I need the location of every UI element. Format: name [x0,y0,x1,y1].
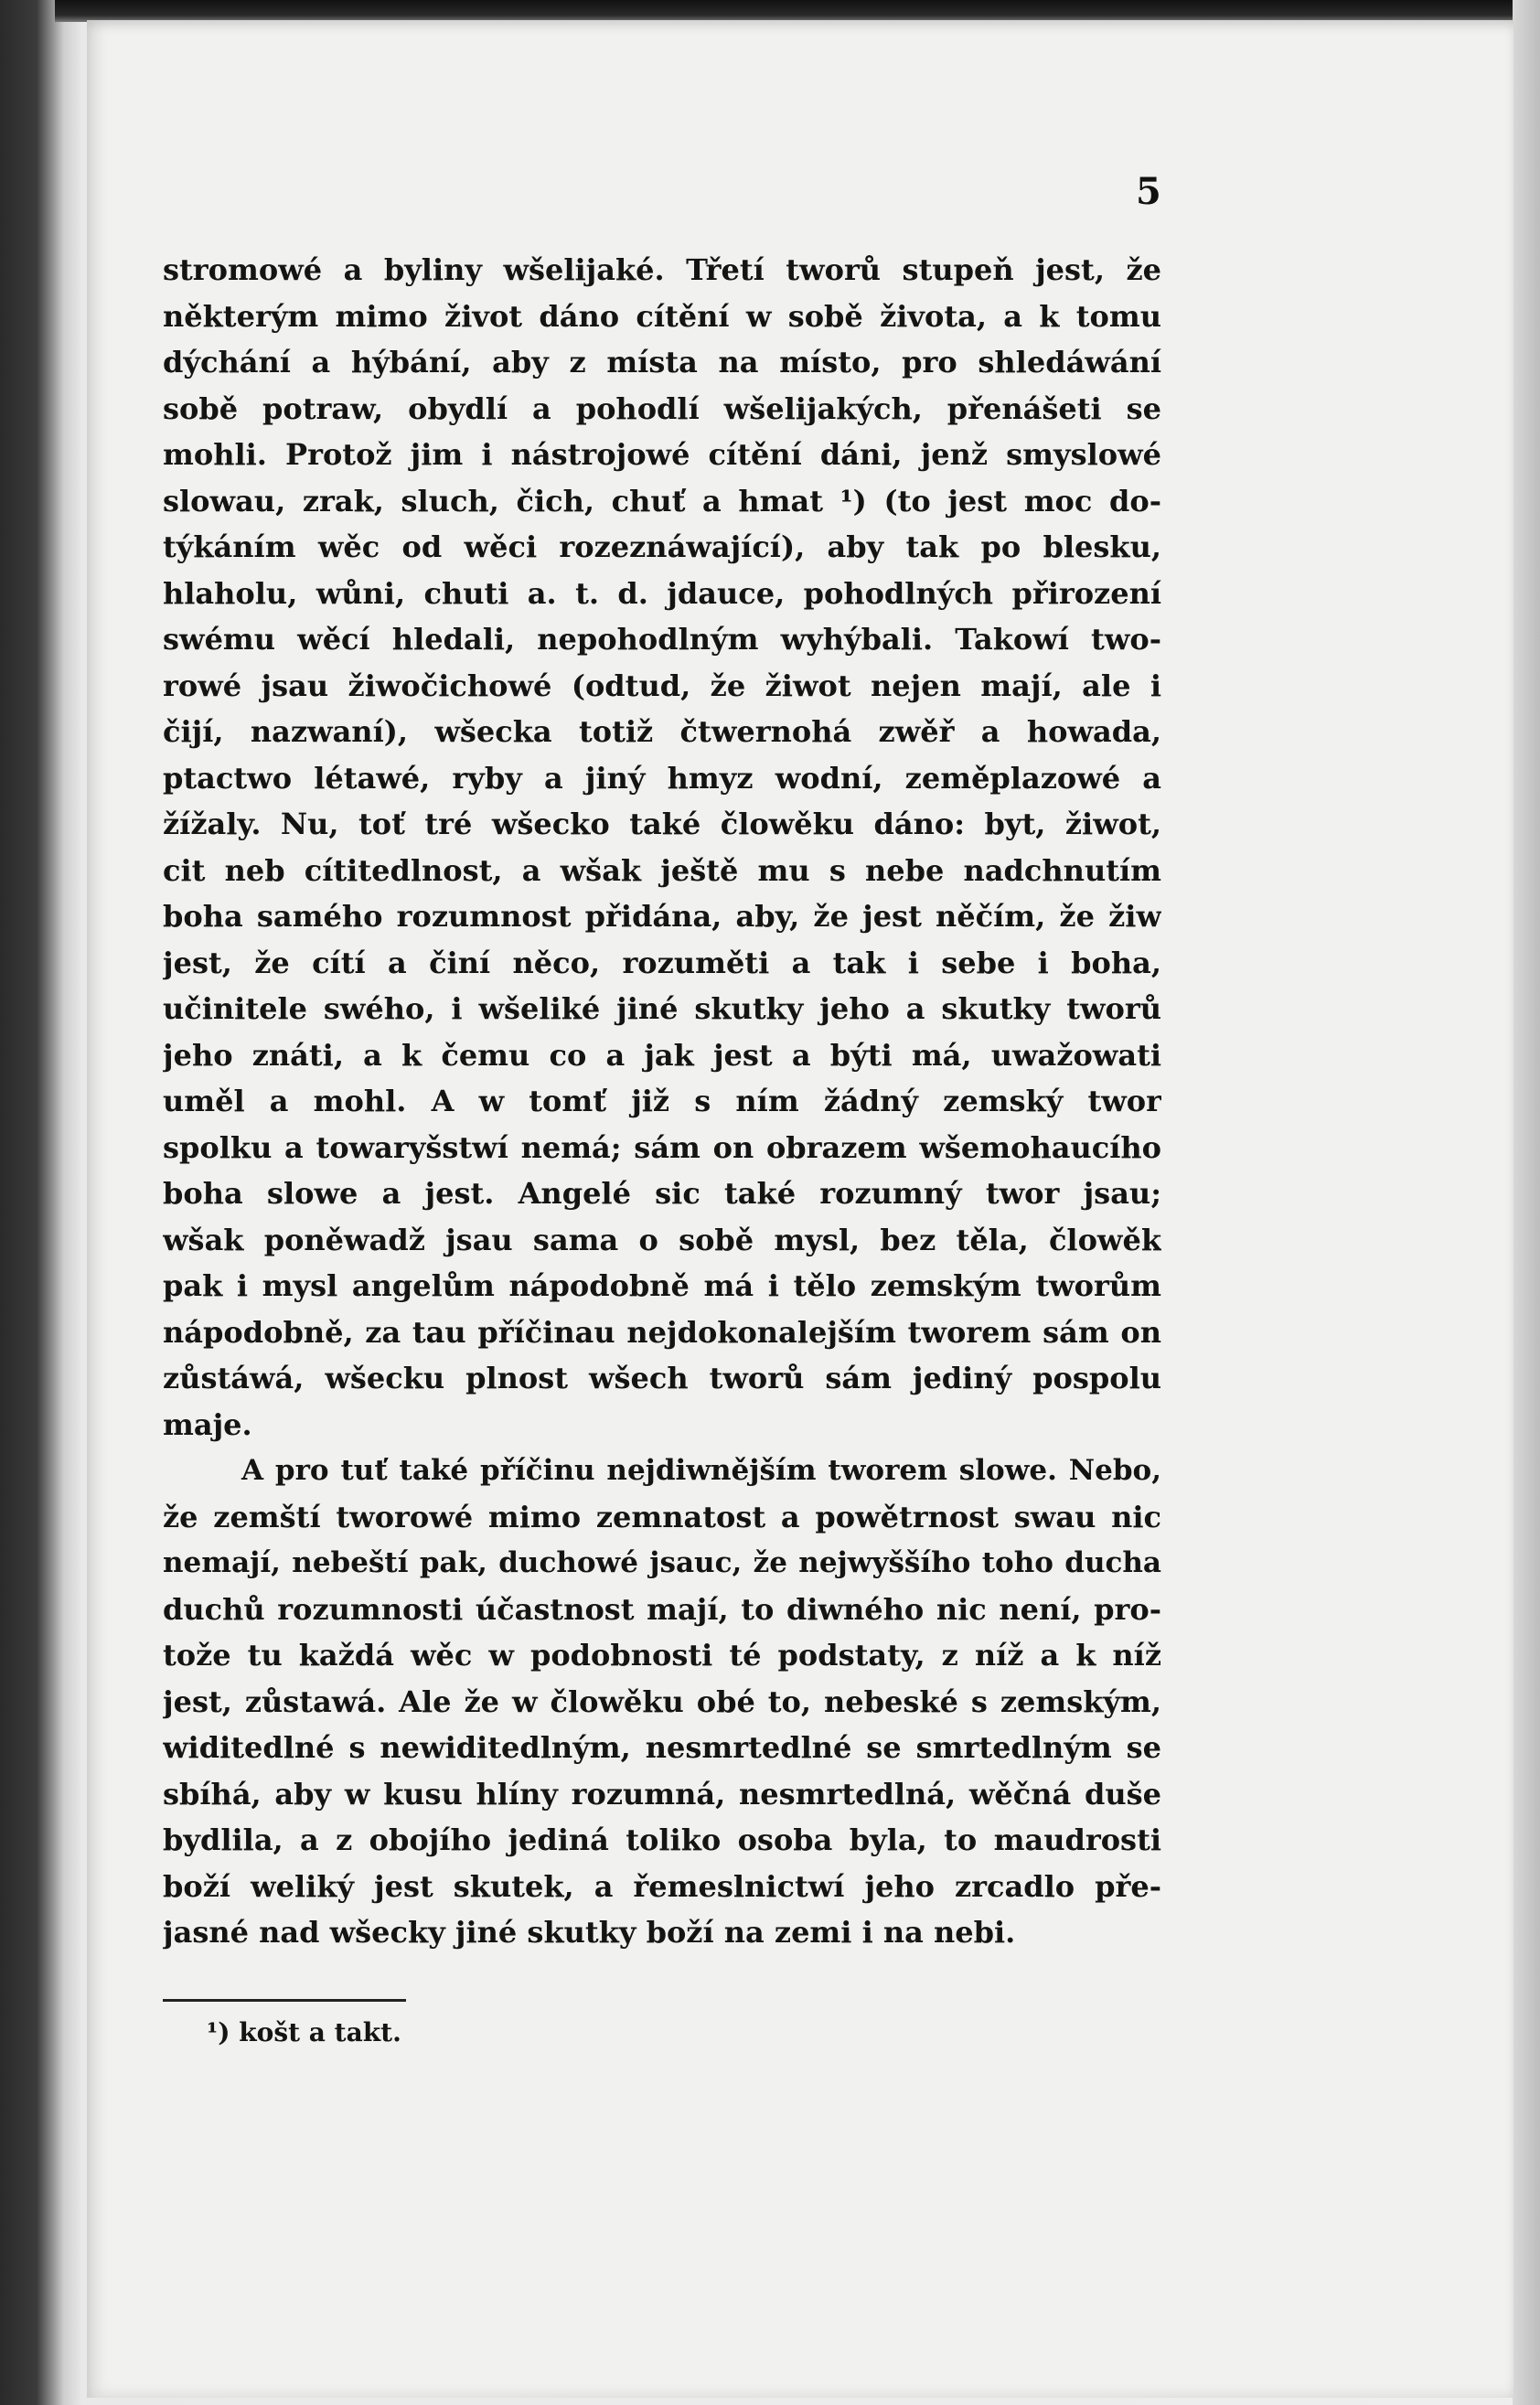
text-line: maje. [163,1406,252,1442]
text-line: widitedlné s newiditedlným, nesmrtedlné se smrtedlným se [163,1730,1161,1765]
text-line: dýchání a hýbání, aby z místa na místo, pro shledáwání [163,345,1161,379]
text-line: nápodobně, za tau příčinau nejdokonalejším tworem sám on [163,1314,1161,1350]
text-line: učinitele swého, i wšeliké jiné skutky jeho a skutky tworů [163,991,1161,1026]
book-right-edge [1513,0,1540,2405]
book-top-edge [55,0,1540,22]
text-line: žížaly. Nu, toť tré wšecko také člowěku dáno: byt, žiwot, [163,807,1161,841]
text-line: wšak poněwadž jsau sama o sobě mysl, bez těla, člowěk [163,1222,1161,1257]
text-line: A pro tuť také příčinu nejdiwnějším tworem slowe. Nebo, [241,1454,1161,1487]
text-line: uměl a mohl. A w tomť již s ním žádný zemský twor [163,1084,1161,1118]
text-line: duchů rozumnosti účastnost mají, to diwného nic není, pro- [163,1591,1161,1627]
body-text [163,247,1161,1956]
footnote-divider [163,1999,406,2002]
text-line: slowau, zrak, sluch, čich, chuť a hmat ¹) (to jest moc do- [163,483,1161,518]
text-line: že zemští tworowé mimo zemnatost a powětrnost swau nic [163,1499,1161,1534]
text-line: zůstáwá, wšecku plnost wšech tworů sám jediný pospolu [163,1361,1161,1395]
page-number: 5 [1136,170,1161,213]
text-line: jest, zůstawá. Ale že w člowěku obé to, nebeské s zemským, [163,1684,1161,1719]
text-line: nemají, nebeští pak, duchowé jsauc, že nejwyššího toho ducha [163,1546,1161,1579]
text-line: tože tu každá wěc w podobnosti té podstaty, z níž a k níž [163,1638,1161,1673]
text-line: swému wěcí hledali, nepohodlným wyhýbali. Takowí two- [163,622,1161,657]
text-line: spolku a towaryšstwí nemá; sám on obrazem wšemohaucího [163,1129,1161,1165]
text-line: hlaholu, wůni, chuti a. t. d. jdauce, pohodlných přirození [163,575,1161,611]
text-line: týkáním wěc od wěci rozeznáwající), aby tak po blesku, [163,529,1161,564]
text-line: mohli. Protož jim i nástrojowé cítění dáni, jenž smyslowé [163,437,1161,472]
text-line: boží weliký jest skutek, a řemeslnictwí jeho zrcadlo pře- [163,1868,1161,1904]
text-line: sobě potraw, obydlí a pohodlí wšelijakých, přenášeti se [163,390,1161,426]
text-line: cit neb cítitedlnost, a wšak ještě mu s nebe nadchnutím [163,852,1161,888]
text-line: boha slowe a jest. Angelé sic také rozumný twor jsau; [163,1176,1161,1211]
text-line: stromowé a byliny wšelijaké. Třetí tworů stupeň jest, že [163,252,1161,287]
text-line: jasné nad wšecky jiné skutky boží na zemi i na nebi. [163,1915,1016,1950]
text-line: některým mimo život dáno cítění w sobě života, a k tomu [163,298,1161,334]
text-line: sbíhá, aby w kusu hlíny rozumná, nesmrtedlná, wěčná duše [163,1776,1161,1812]
text-line: jest, že cítí a činí něco, rozuměti a tak i sebe i boha, [163,945,1161,980]
text-line: pak i mysl angelům nápodobně má i tělo zemským tworům [163,1268,1161,1303]
footnote: ¹) košt a takt. [207,2017,401,2047]
text-line: boha samého rozumnost přidána, aby, že jest něčím, že žiw [163,899,1161,934]
text-line: bydlila, a z obojího jediná toliko osoba byla, to maudrosti [163,1822,1161,1857]
text-line: jeho znáti, a k čemu co a jak jest a býti má, uwažowati [163,1037,1161,1073]
text-line: rowé jsau žiwočichowé (odtud, že žiwot nejen mají, ale i [163,668,1161,703]
text-line: čijí, nazwaní), wšecka totiž čtwernohá zwěř a howada, [163,714,1161,749]
text-line: ptactwo létawé, ryby a jiný hmyz wodní, zeměplazowé a [163,760,1161,796]
